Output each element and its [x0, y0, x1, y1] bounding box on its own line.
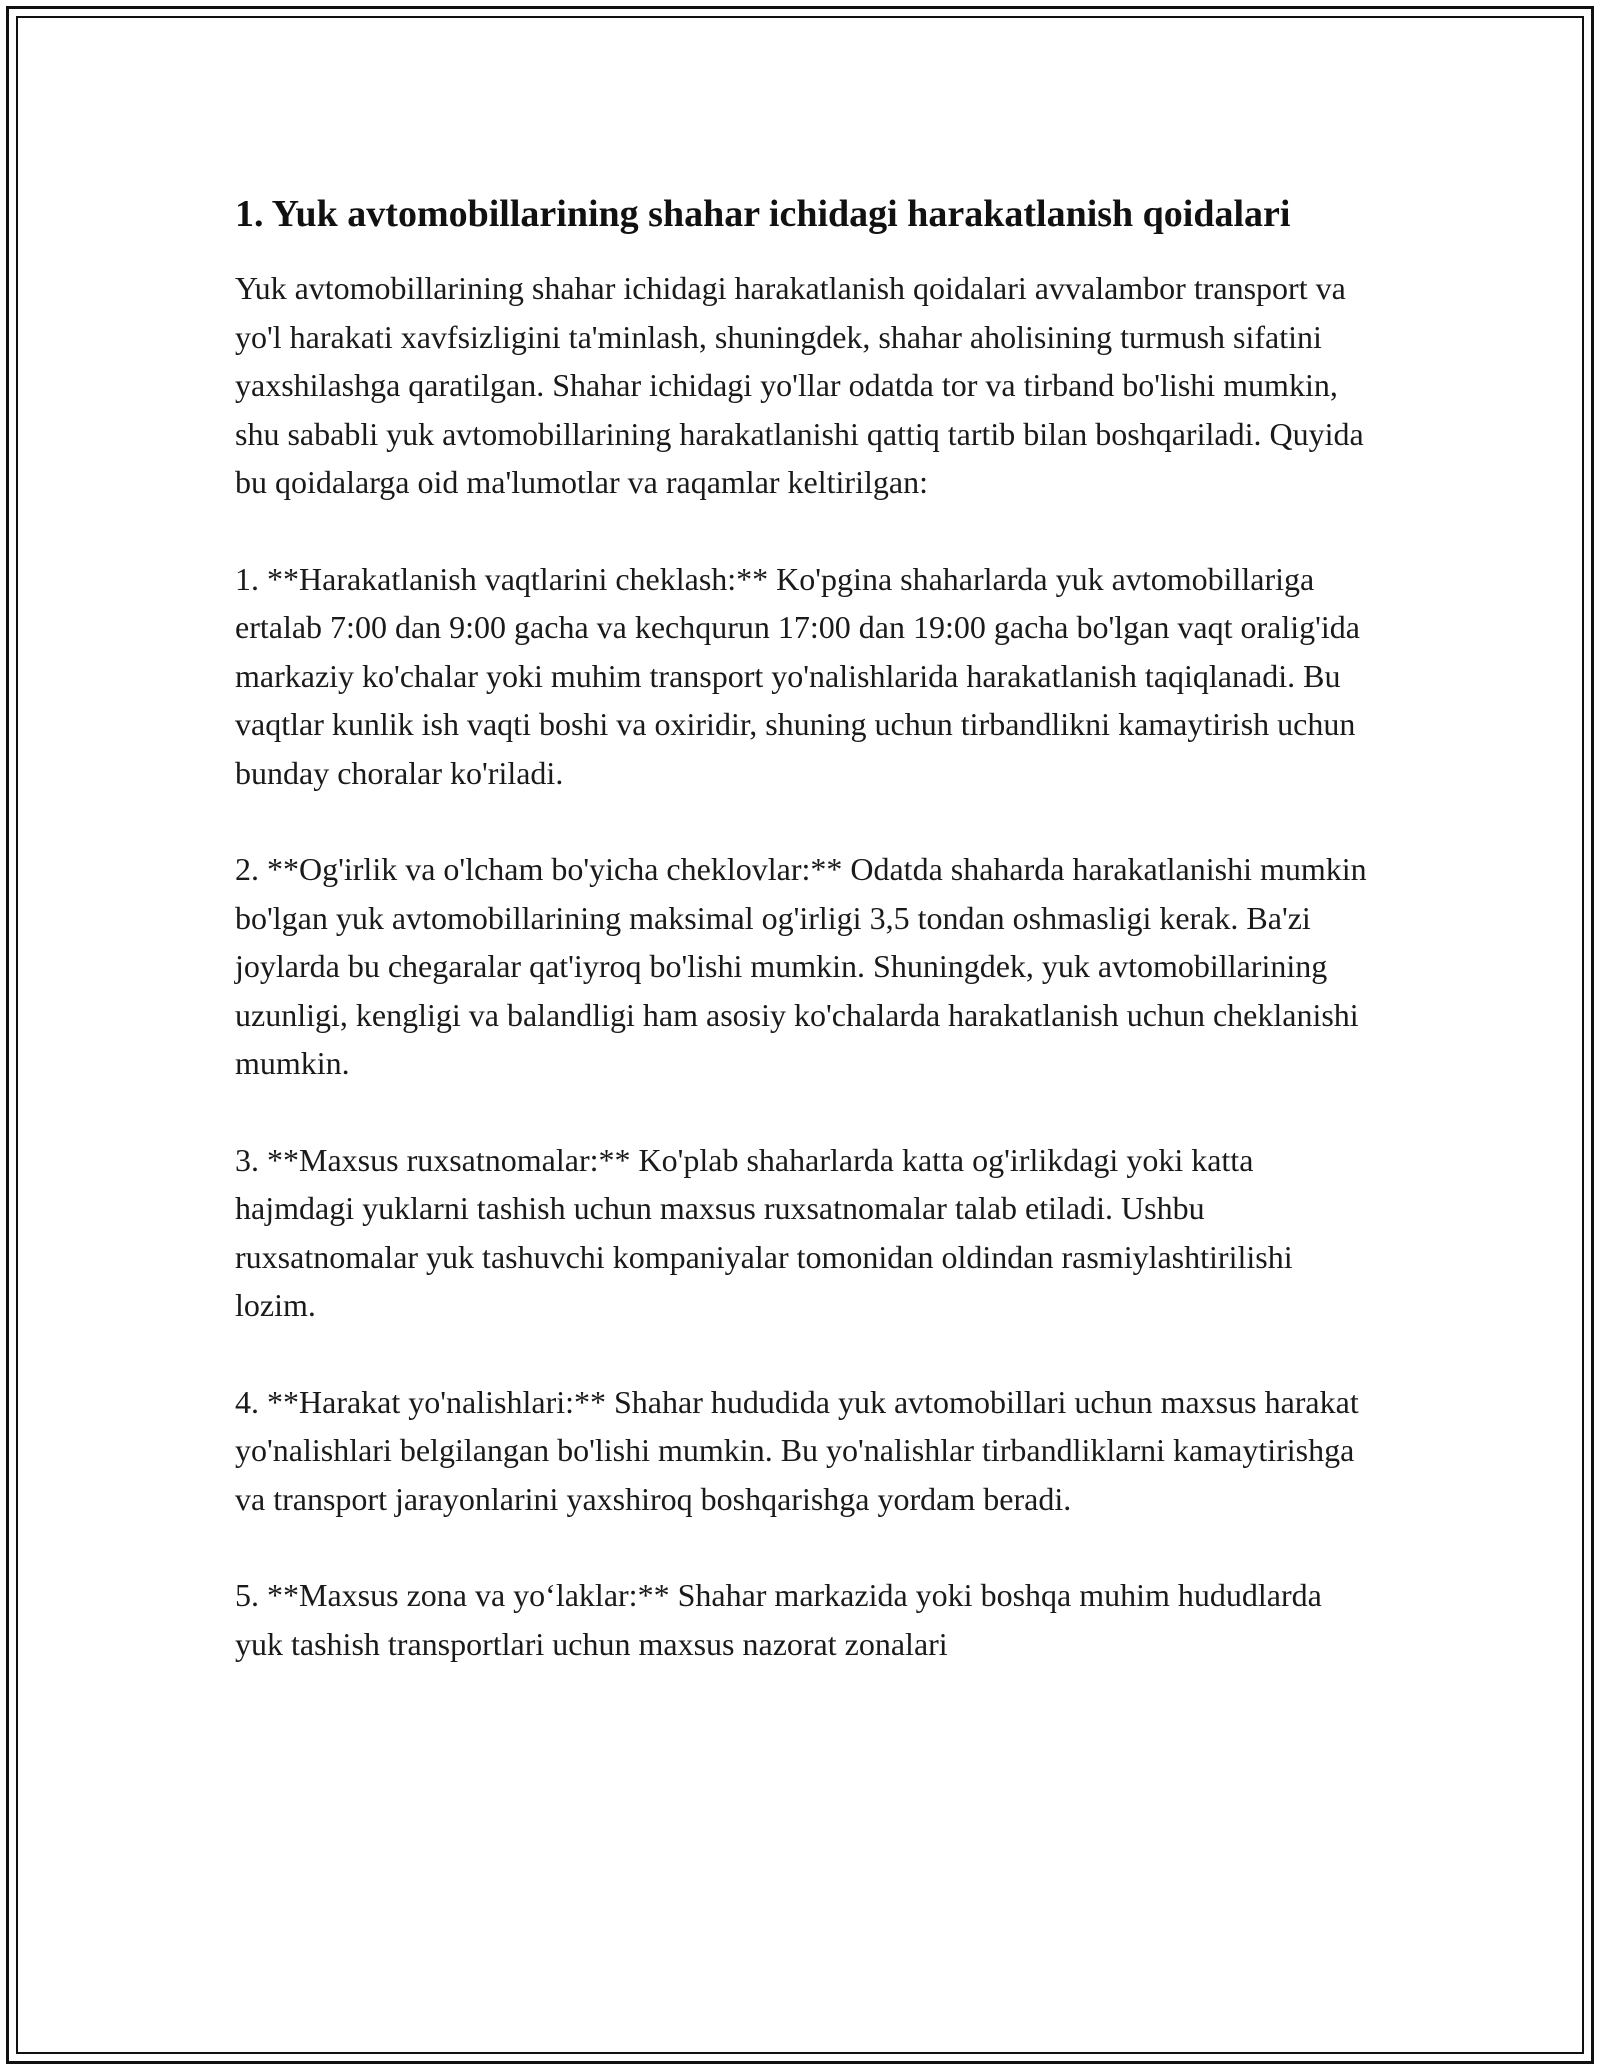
list-item: 2. **Og'irlik va o'lcham bo'yicha cheklovlar:** Odatda shaharda harakatlanishi mumkin bo'lgan yuk avtomobillarining maksimal og'irligi 3,5 tondan oshmasligi kerak. Ba'zi joylarda bu chegaralar qat'iyroq bo'lishi mumkin. Shuningdek, yuk avtomobillarining uzunligi, kengligi va balandligi ham asosiy ko'chalarda harakatlanish uchun cheklanishi mumkin.: [235, 851, 1367, 1081]
list-item: 1. **Harakatlanish vaqtlarini cheklash:** Ko'pgina shaharlarda yuk avtomobillariga ertalab 7:00 dan 9:00 gacha va kechqurun 17:00 dan 19:00 gacha bo'lgan vaqt oralig'ida markaziy ko'chalar yoki muhim transport yo'nalishlarida harakatlanish taqiqlanadi. Bu vaqtlar kunlik ish vaqti boshi va oxiridir, shuning uchun tirbandlikni kamaytirish uchun bunday choralar ko'riladi.: [235, 560, 1360, 791]
intro-paragraph: Yuk avtomobillarining shahar ichidagi harakatlanish qoidalari avvalambor transport va yo'l harakati xavfsizligini ta'minlash, shuningdek, shahar aholisining turmush sifatini yaxshilashga qaratilgan. Shahar ichidagi yo'llar odatda tor va tirband bo'lishi mumkin, shu sababli yuk avtomobillarining harakatlanishi qattiq tartib bilan boshqariladi. Quyida bu qoidalarga oid ma'lumotlar va raqamlar keltirilgan:: [235, 270, 1364, 500]
list-item: 4. **Harakat yo'nalishlari:** Shahar hududida yuk avtomobillari uchun maxsus harakat yo'nalishlari belgilangan bo'lishi mumkin. Bu yo'nalishlar tirbandliklarni kamaytirishga va transport jarayonlarini yaxshiroq boshqarishga yordam beradi.: [235, 1383, 1359, 1517]
list-item: 5. **Maxsus zona va yo‘laklar:** Shahar markazida yoki boshqa muhim hududlarda yuk tashish transportlari uchun maxsus nazorat zonalari: [235, 1577, 1322, 1662]
document-title: 1. Yuk avtomobillarining shahar ichidagi harakatlanish qoidalari: [235, 193, 1291, 235]
document-body: [235, 188, 1375, 1716]
list-item: 3. **Maxsus ruxsatnomalar:** Ko'plab shaharlarda katta og'irlikdagi yoki katta hajmdagi yuklarni tashish uchun maxsus ruxsatnomalar talab etiladi. Ushbu ruxsatnomalar yuk tashuvchi kompaniyalar tomonidan oldindan rasmiylashtirilishi lozim.: [235, 1141, 1293, 1323]
